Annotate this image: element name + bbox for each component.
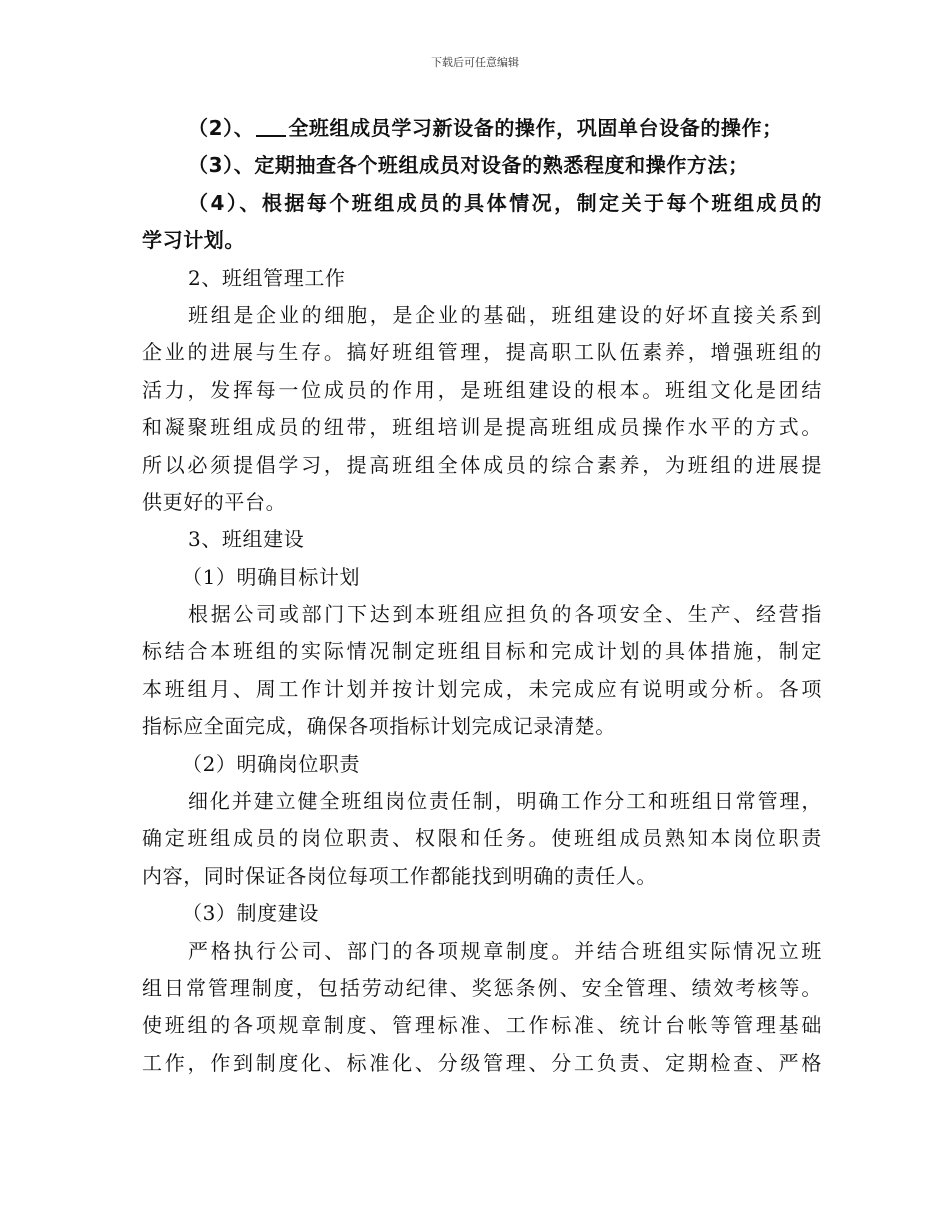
- section-heading: 2、班组管理工作: [188, 265, 346, 290]
- paragraph-line: 根据公司或部门下达到本班组应担负的各项安全、生产、经营指: [188, 602, 822, 627]
- paragraph-line: 和凝聚班组成员的纽带，班组培训是提高班组成员操作水平的方式。: [142, 415, 822, 440]
- subsection-heading: （3）制度建设: [182, 901, 319, 926]
- paragraph-line: 本班组月、周工作计划并按计划完成，未完成应有说明或分析。各项: [142, 676, 822, 701]
- subsection-heading: （1）明确目标计划: [182, 564, 361, 589]
- paragraph-line: 内容，同时保证各岗位每项工作都能找到明确的责任人。: [142, 863, 657, 888]
- paragraph-line: 指标应全面完成，确保各项指标计划完成记录清楚。: [142, 714, 616, 739]
- document-body: [142, 110, 822, 1082]
- subsection-heading: （2）明确岗位职责: [182, 751, 361, 776]
- paragraph-line: 班组是企业的细胞，是企业的基础，班组建设的好坏直接关系到: [188, 302, 822, 327]
- paragraph-line: 工作，作到制度化、标准化、分级管理、分工负责、定期检查、严格: [142, 1050, 822, 1075]
- list-item-continuation: 学习计划。: [142, 228, 245, 253]
- list-item: （3）、定期抽查各个班组成员对设备的熟悉程度和操作方法；: [188, 153, 749, 178]
- paragraph-line: 供更好的平台。: [142, 489, 287, 514]
- paragraph-line: 企业的进展与生存。搞好班组管理，提高职工队伍素养，增强班组的: [142, 340, 822, 365]
- item-number: （2）、: [188, 116, 255, 140]
- page-header: 下载后可任意编辑: [431, 56, 519, 69]
- paragraph-line: 标结合本班组的实际情况制定班组目标和完成计划的具体措施，制定: [142, 639, 822, 664]
- list-item: （4）、根据每个班组成员的具体情况，制定关于每个班组成员的: [188, 190, 822, 215]
- section-heading: 3、班组建设: [188, 527, 305, 552]
- paragraph-line: 所以必须提倡学习，提高班组全体成员的综合素养，为班组的进展提: [142, 452, 822, 477]
- paragraph-line: 细化并建立健全班组岗位责任制，明确工作分工和班组日常管理，: [188, 789, 822, 814]
- item-text: 全班组成员学习新设备的操作，巩固单台设备的操作；: [288, 116, 783, 140]
- paragraph-line: 确定班组成员的岗位职责、权限和任务。使班组成员熟知本岗位职责: [142, 826, 822, 851]
- fill-blank: [256, 115, 286, 137]
- paragraph-line: 使班组的各项规章制度、管理标准、工作标准、统计台帐等管理基础: [142, 1013, 822, 1038]
- paragraph-line: 严格执行公司、部门的各项规章制度。并结合班组实际情况立班: [188, 938, 822, 963]
- paragraph-line: 活力，发挥每一位成员的作用，是班组建设的根本。班组文化是团结: [142, 377, 822, 402]
- paragraph-line: 组日常管理制度，包括劳动纪律、奖惩条例、安全管理、绩效考核等。: [142, 975, 822, 1000]
- list-item: [142, 110, 822, 147]
